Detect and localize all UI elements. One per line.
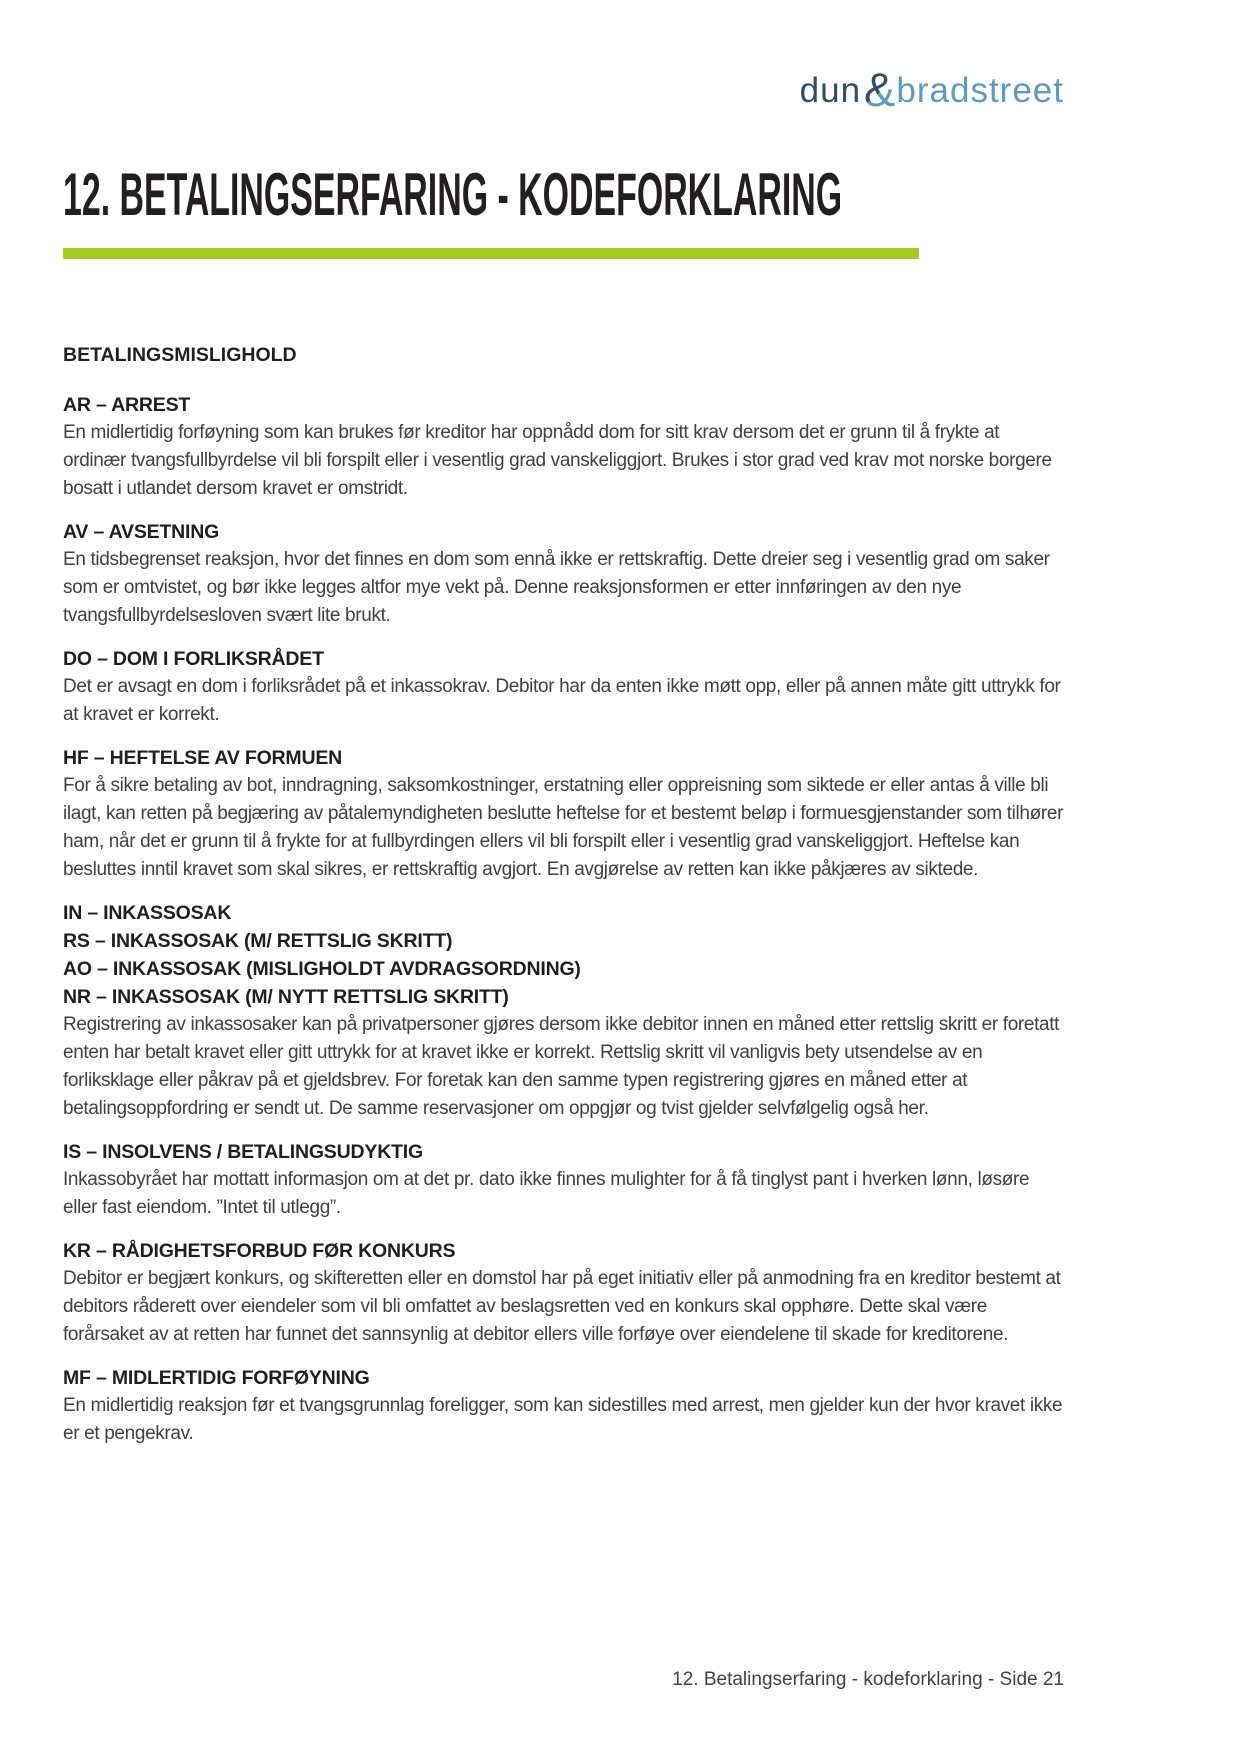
code-heading: AR – ARREST: [63, 394, 191, 417]
code-entry-inkasso: [63, 899, 1064, 1123]
code-description: En midlertidig reaksjon før et tvangsgrunnlag foreligger, som kan sidestilles med arrest, men gjelder kun der hvor kravet ikke er et pengekrav.: [63, 1395, 1063, 1445]
code-heading: HF – HEFTELSE AV FORMUEN: [63, 747, 343, 770]
logo-bradstreet-text: bradstreet: [896, 71, 1064, 110]
code-description: Inkassobyrået har mottatt informasjon om at det pr. dato ikke finnes mulighter for å få tinglyst pant i hverken lønn, løsøre eller fast eiendom. ”Intet til utlegg”.: [63, 1169, 1030, 1219]
dun-bradstreet-logo: [799, 62, 1064, 116]
code-entry-av: [63, 518, 1064, 630]
section-heading: BETALINGSMISLIGHOLD: [63, 344, 297, 367]
code-heading: NR – INKASSOSAK (M/ NYTT RETTSLIG SKRITT): [63, 986, 509, 1009]
code-description: Debitor er begjært konkurs, og skifteretten eller en domstol har på eget initiativ eller på anmodning fra en kreditor bestemt at debitors råderett over eiendeler som vil bli omfattet av beslagsretten ved en konkurs skal opphøre. Dette skal være forårsaket av at retten har funnet det sannsynlig at debitor ellers ville forføye over eiendelene til skade for kreditorene.: [63, 1268, 1061, 1346]
code-heading: KR – RÅDIGHETSFORBUD FØR KONKURS: [63, 1240, 456, 1263]
code-entry-ar: [63, 391, 1064, 503]
code-description: En tidsbegrenset reaksjon, hvor det finnes en dom som ennå ikke er rettskraftig. Dette dreier seg i vesentlig grad om saker som er omtvistet, og bør ikke legges altfor mye vekt på. Denne reaksjonsformen er etter innføringen av den nye tvangsfullbyrdelsesloven svært lite brukt.: [63, 549, 1050, 627]
code-entry-hf: [63, 744, 1064, 884]
code-entry-is: [63, 1138, 1064, 1222]
title-accent-rule: [63, 248, 919, 259]
code-heading: DO – DOM I FORLIKSRÅDET: [63, 648, 324, 671]
code-heading: AO – INKASSOSAK (MISLIGHOLDT AVDRAGSORDNING): [63, 958, 581, 981]
code-entry-kr: [63, 1237, 1064, 1349]
code-entry-mf: [63, 1364, 1064, 1448]
logo-dun-text: dun: [799, 71, 862, 110]
code-heading: AV – AVSETNING: [63, 521, 220, 544]
code-heading: IS – INSOLVENS / BETALINGSUDYKTIG: [63, 1141, 423, 1164]
code-description: En midlertidig forføyning som kan brukes før kreditor har oppnådd dom for sitt krav dersom det er grunn til å frykte at ordinær tvangsfullbyrdelse vil bli forspilt eller i vesentlig grad vanskeliggjort. Brukes i stor grad ved krav mot norske borgere bosatt i utlandet dersom kravet er omstridt.: [63, 422, 1052, 500]
code-heading: RS – INKASSOSAK (M/ RETTSLIG SKRITT): [63, 930, 453, 953]
code-description: Registrering av inkassosaker kan på privatpersoner gjøres dersom ikke debitor innen en måned etter rettslig skritt er foretatt enten har betalt kravet eller gitt uttrykk for at kravet ikke er korrekt. Rettslig skritt vil vanligvis bety utsendelse av en forliksklage eller påkrav på et gjeldsbrev. For foretak kan den samme typen registrering gjøres en måned etter at betalingsoppfordring er sendt ut. De samme reservasjoner om oppgjør og tvist gjelder selvfølgelig også her.: [63, 1014, 1060, 1120]
code-description: For å sikre betaling av bot, inndragning, saksomkostninger, erstatning eller oppreisning som siktede er eller antas å ville bli ilagt, kan retten på begjæring av påtalemyndigheten beslutte heftelse for et bestemt beløp i formuesgjenstander som tilhører ham, når det er grunn til å frykte for at fullbyrdingen ellers vil bli forspilt eller i vesentlig grad vanskeliggjort. Heftelse kan besluttes inntil kravet som skal sikres, er rettskraftig avgjort. En avgjørelse av retten kan ikke påkjæres av siktede.: [63, 775, 1064, 881]
code-heading: IN – INKASSOSAK: [63, 902, 232, 925]
ampersand-icon: &: [864, 63, 896, 116]
code-entry-do: [63, 645, 1064, 729]
code-description: Det er avsagt en dom i forliksrådet på et inkassokrav. Debitor har da enten ikke møtt opp, eller på annen måte gitt uttrykk for at kravet er korrekt.: [63, 676, 1061, 726]
header: [63, 0, 1064, 116]
page-footer: 12. Betalingserfaring - kodeforklaring - Side 21: [672, 1669, 1064, 1690]
code-heading: MF – MIDLERTIDIG FORFØYNING: [63, 1367, 370, 1390]
page-title: 12. BETALINGSERFARING - KODEFORKLARING: [63, 161, 843, 228]
